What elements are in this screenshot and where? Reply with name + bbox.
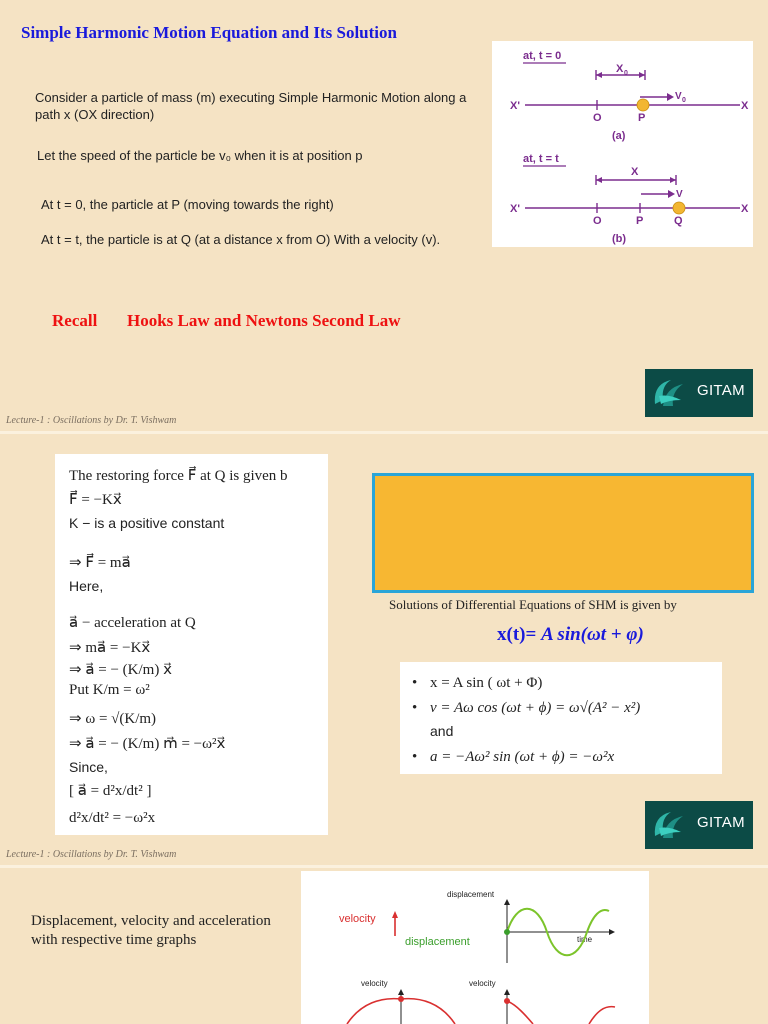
gitam-logo-text: GITAM [697,382,745,399]
intro-line-1: Consider a particle of mass (m) executing Simple Harmonic Motion along a [35,90,467,105]
diagram-a-velocity-arrowhead [667,93,674,101]
bullet-acceleration-text: a = −Aω² sin (ωt + ϕ) = −ω²x [430,749,615,765]
diagram-a-xend: X [741,100,749,112]
diagram-b-q: Q [674,215,683,227]
solution-caption: Solutions of Differential Equations of SHM is given by [389,597,677,612]
gitam-emblem-icon [649,806,691,844]
shm-time-graphs [301,871,649,1024]
velocity-left-dot [398,996,404,1002]
diagram-a-x0-arrow-right [639,72,645,78]
t0-statement: At t = 0, the particle at P (moving towards the right) [41,197,334,212]
slide-title: Simple Harmonic Motion Equation and Its Solution [21,23,397,42]
graph-displacement-label: displacement [405,936,470,948]
graph-velocity-axis-right: velocity [469,979,496,988]
diagram-a-v0-subscript: 0 [682,97,686,104]
bullet-velocity [412,700,640,717]
diagram-b-header: at, t = t [523,153,559,165]
intro-line-2: path x (OX direction) [35,107,155,122]
velocity-curve-right [507,1001,615,1024]
derivation-line-14: d²x/dt² = −ω²x [69,810,156,826]
graph-displacement-axis-label: displacement [447,890,495,899]
diagram-b-origin: O [593,215,602,227]
slide-2-footer: Lecture-1 : Oscillations by Dr. T. Vishwam [6,849,177,860]
diagram-a-particle [637,99,649,111]
bullet-and: and [430,723,454,739]
slide-2 [0,434,768,865]
derivation-line-6: a⃗ − acceleration at Q [69,615,196,631]
bullet-displacement-text: x = A sin ( ωt + Φ) [430,675,543,691]
diagram-a-header: at, t = 0 [523,50,562,62]
diagram-a-origin: O [593,112,602,124]
diagram-b-p: P [636,215,644,227]
derivation-line-8: ⇒ a⃗ = − (K/m) x⃗ [69,662,172,678]
diagram-svg [492,41,753,247]
velocity-right-dot [504,998,510,1004]
diagram-b-x-arrow-left [596,177,602,183]
velocity-vector-arrowhead [392,911,398,918]
gitam-logo [645,369,753,417]
bullet-acceleration [412,749,614,766]
graph-bottom-left-y-arrowhead [398,989,404,995]
derivation-line-11: ⇒ a⃗ = − (K/m) m⃗ = −ω²x⃗ [69,736,226,752]
shm-solution-equation [497,624,644,646]
derivation-line-7: ⇒ ma⃗ = −Kx⃗ [69,640,151,656]
diagram-a-x0-subscript: 0 [624,70,628,77]
derivation-line-10: ⇒ ω = √(K/m) [69,711,157,727]
derivation-line-13: [ a⃗ = d²x/dt² ] [69,783,152,799]
derivation-line-2: F⃗ = −Kx⃗ [69,492,122,508]
diagram-a-p: P [638,112,646,124]
bullet-displacement [412,675,542,692]
graph-velocity-label: velocity [339,913,376,925]
diagram-b-xprime: X' [510,203,520,215]
graphs-caption-line-2: with respective time graphs [31,932,197,948]
tt-statement: At t = t, the particle is at Q (at a distance x from O) With a velocity (v). [41,232,441,247]
graph-top-y-arrowhead [504,899,510,905]
graph-velocity-axis-left: velocity [361,979,388,988]
solution-bullets-card [400,662,722,774]
equation-lhs: x(t)= [497,624,537,645]
graphs-caption-line-1: Displacement, velocity and acceleration [31,913,271,929]
diagram-a-x0-label: X [616,63,624,75]
graph-time-label: time [577,935,593,944]
diagram-b-xend: X [741,203,749,215]
derivation-line-4: ⇒ F⃗ = ma⃗ [69,555,131,571]
diagram-a-x0-arrow-left [596,72,602,78]
intro-paragraph [35,89,466,123]
gitam-logo-text: GITAM [697,814,745,831]
derivation-line-1: The restoring force F⃗ at Q is given b [69,468,288,484]
bullet-velocity-text: v = Aω cos (ωt + ϕ) = ω√(A² − x²) [430,700,641,716]
time-graphs-svg [301,871,649,1024]
speed-statement: Let the speed of the particle be v₀ when it is at position p [37,148,363,163]
diagram-b-velocity-arrowhead [668,190,675,198]
derivation-line-9: Put K/m = ω² [69,682,150,698]
diagram-a-caption: (a) [612,130,626,142]
graph-bottom-right-y-arrowhead [504,989,510,995]
shm-position-diagram [492,41,753,247]
diagram-b-particle [673,202,685,214]
gitam-logo [645,801,753,849]
derivation-card [55,454,328,835]
diagram-b-x-arrow-right [670,177,676,183]
gitam-emblem-icon [649,374,691,412]
recall-label: Recall [52,311,98,330]
laws-label: Hooks Law and Newtons Second Law [127,311,401,330]
diagram-a-v0-label: V [675,91,682,102]
derivation-line-12: Since, [69,759,108,775]
graphs-caption [31,912,271,950]
slide-1-footer: Lecture-1 : Oscillations by Dr. T. Vishwam [6,415,177,426]
slide-1 [0,0,768,431]
diagram-a-xprime: X' [510,100,520,112]
derivation-line-3: K − is a positive constant [69,515,225,531]
derivation-line-5: Here, [69,578,104,594]
slide-3 [0,868,768,1024]
equation-rhs: A sin(ωt + φ) [541,624,644,645]
graph-top-x-arrowhead [609,929,615,935]
diagram-b-x-label: X [631,166,639,178]
highlight-box [372,473,754,593]
displacement-origin-dot [504,929,510,935]
diagram-b-caption: (b) [612,233,627,245]
diagram-b-v-label: V [676,189,683,200]
